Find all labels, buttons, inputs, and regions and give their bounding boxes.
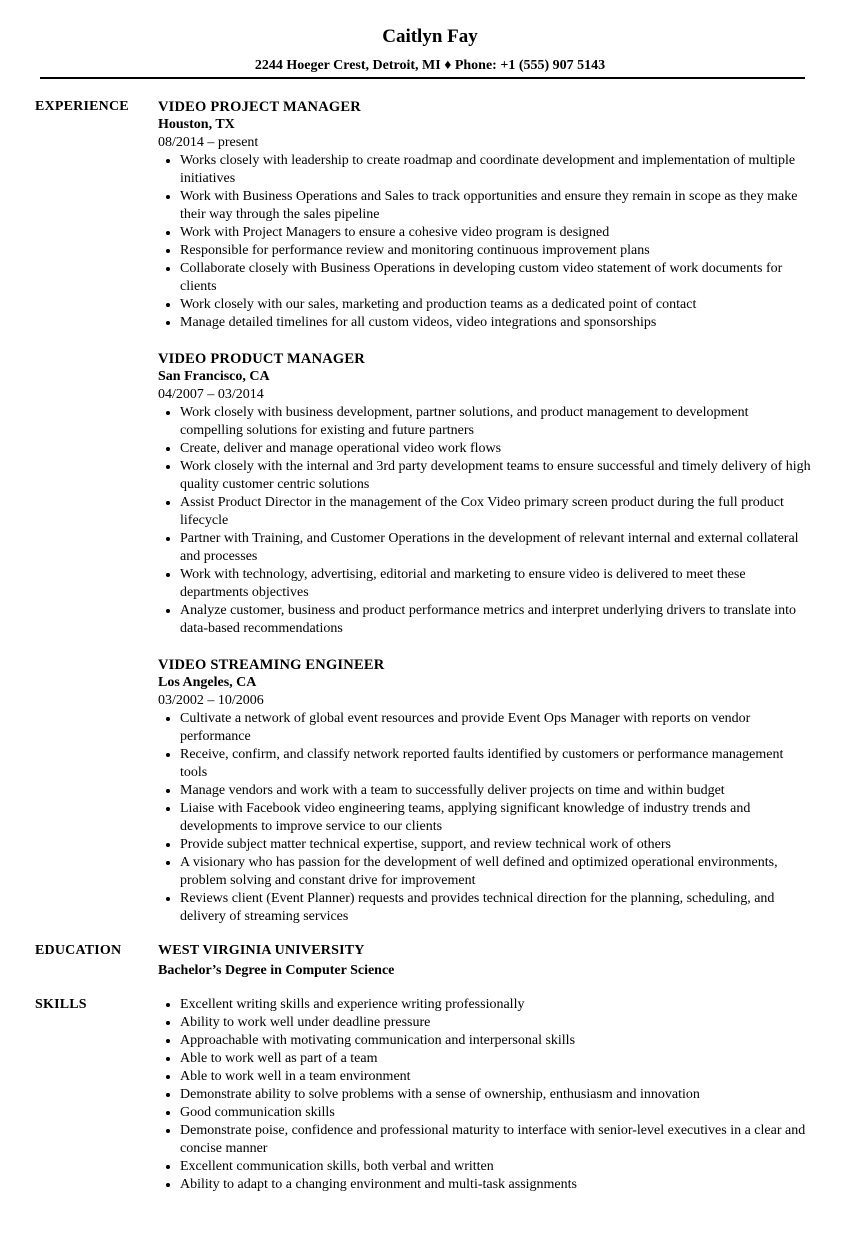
resume-body: [0, 98, 860, 1210]
skill-item: • Excellent communication skills, both verbal and written: [180, 1158, 812, 1176]
job-dates: 08/2014 – present: [158, 135, 259, 150]
resume-header: [0, 0, 860, 75]
skill-item: • Excellent writing skills and experience writing professionally: [180, 996, 812, 1014]
skills-list: [158, 996, 812, 1194]
header-divider: [40, 77, 805, 79]
bullet-item: • Analyze customer, business and product performance metrics and interpret underlying drivers to translate into data-based recommendations: [180, 602, 812, 638]
skill-item: • Able to work well as part of a team: [180, 1050, 812, 1068]
bullet-item: • Responsible for performance review and monitoring continuous improvement plans: [180, 242, 812, 260]
job-dates: 04/2007 – 03/2014: [158, 387, 264, 402]
education-section: [0, 942, 860, 980]
bullet-item: • Receive, confirm, and classify network reported faults identified by customers or performance management tools: [180, 746, 812, 782]
job-title: VIDEO PRODUCT MANAGER: [158, 351, 365, 367]
skill-item: • Ability to adapt to a changing environment and multi-task assignments: [180, 1176, 812, 1194]
contact-line: 2244 Hoeger Crest, Detroit, MI ♦ Phone: +1 (555) 907 5143: [254, 58, 606, 73]
job-title: VIDEO STREAMING ENGINEER: [158, 657, 385, 673]
bullet-item: • Manage vendors and work with a team to successfully deliver projects on time and within budget: [180, 782, 812, 800]
section-label-education: EDUCATION: [35, 943, 122, 958]
section-label-experience: EXPERIENCE: [35, 99, 129, 114]
school-name: WEST VIRGINIA UNIVERSITY: [158, 943, 365, 958]
experience-list: [158, 98, 812, 926]
skill-item: • Able to work well in a team environment: [180, 1068, 812, 1086]
job-title: VIDEO PROJECT MANAGER: [158, 99, 361, 115]
skill-item: • Ability to work well under deadline pressure: [180, 1014, 812, 1032]
job-entry: [158, 350, 812, 638]
bullet-item: • Cultivate a network of global event resources and provide Event Ops Manager with reports on vendor performance: [180, 710, 812, 746]
bullet-item: • Work closely with our sales, marketing and production teams as a dedicated point of contact: [180, 296, 812, 314]
job-entry: [158, 98, 812, 332]
job-location: Houston, TX: [158, 117, 235, 132]
bullet-item: • Assist Product Director in the management of the Cox Video primary screen product during the full product lifecycle: [180, 494, 812, 530]
job-location: Los Angeles, CA: [158, 675, 257, 690]
bullet-item: • Work with technology, advertising, editorial and marketing to ensure video is delivered to meet these departments objectives: [180, 566, 812, 602]
education-content: [158, 942, 812, 980]
skill-item: • Demonstrate poise, confidence and professional maturity to interface with senior-level executives in a clear and concise manner: [180, 1122, 812, 1158]
candidate-name: Caitlyn Fay: [382, 26, 478, 47]
bullet-item: • Work closely with business development, partner solutions, and product management to development compelling solutions for existing and future partners: [180, 404, 812, 440]
bullet-item: • A visionary who has passion for the development of well defined and optimized operational environments, problem solving and constant drive for improvement: [180, 854, 812, 890]
bullet-item: • Create, deliver and manage operational video work flows: [180, 440, 812, 458]
job-dates: 03/2002 – 10/2006: [158, 693, 264, 708]
skill-item: • Approachable with motivating communication and interpersonal skills: [180, 1032, 812, 1050]
degree: Bachelor’s Degree in Computer Science: [158, 963, 395, 978]
experience-section: [0, 98, 860, 926]
bullet-item: • Provide subject matter technical expertise, support, and review technical work of others: [180, 836, 812, 854]
bullet-item: • Partner with Training, and Customer Operations in the development of relevant internal and external collateral and processes: [180, 530, 812, 566]
job-bullets: [158, 152, 812, 332]
skills-content: [158, 996, 812, 1194]
skill-item: • Good communication skills: [180, 1104, 812, 1122]
skills-section: [0, 996, 860, 1194]
bullet-item: • Work with Project Managers to ensure a cohesive video program is designed: [180, 224, 812, 242]
bullet-item: • Collaborate closely with Business Operations in developing custom video statement of work documents for clients: [180, 260, 812, 296]
job-bullets: [158, 404, 812, 638]
bullet-item: • Work with Business Operations and Sales to track opportunities and ensure they remain in scope as they make their way through the sales pipeline: [180, 188, 812, 224]
skill-item: • Demonstrate ability to solve problems with a sense of ownership, enthusiasm and innovation: [180, 1086, 812, 1104]
bullet-item: • Works closely with leadership to create roadmap and coordinate development and implementation of multiple initiatives: [180, 152, 812, 188]
bullet-item: • Manage detailed timelines for all custom videos, video integrations and sponsorships: [180, 314, 812, 332]
job-entry: [158, 656, 812, 926]
bullet-item: • Work closely with the internal and 3rd party development teams to ensure successful and timely delivery of high quality customer centric solutions: [180, 458, 812, 494]
job-location: San Francisco, CA: [158, 369, 270, 384]
bullet-item: • Liaise with Facebook video engineering teams, applying significant knowledge of industry trends and developments to improve service to our clients: [180, 800, 812, 836]
job-bullets: [158, 710, 812, 926]
section-label-skills: SKILLS: [35, 997, 87, 1012]
bullet-item: • Reviews client (Event Planner) requests and provides technical direction for the planning, scheduling, and delivery of streaming services: [180, 890, 812, 926]
